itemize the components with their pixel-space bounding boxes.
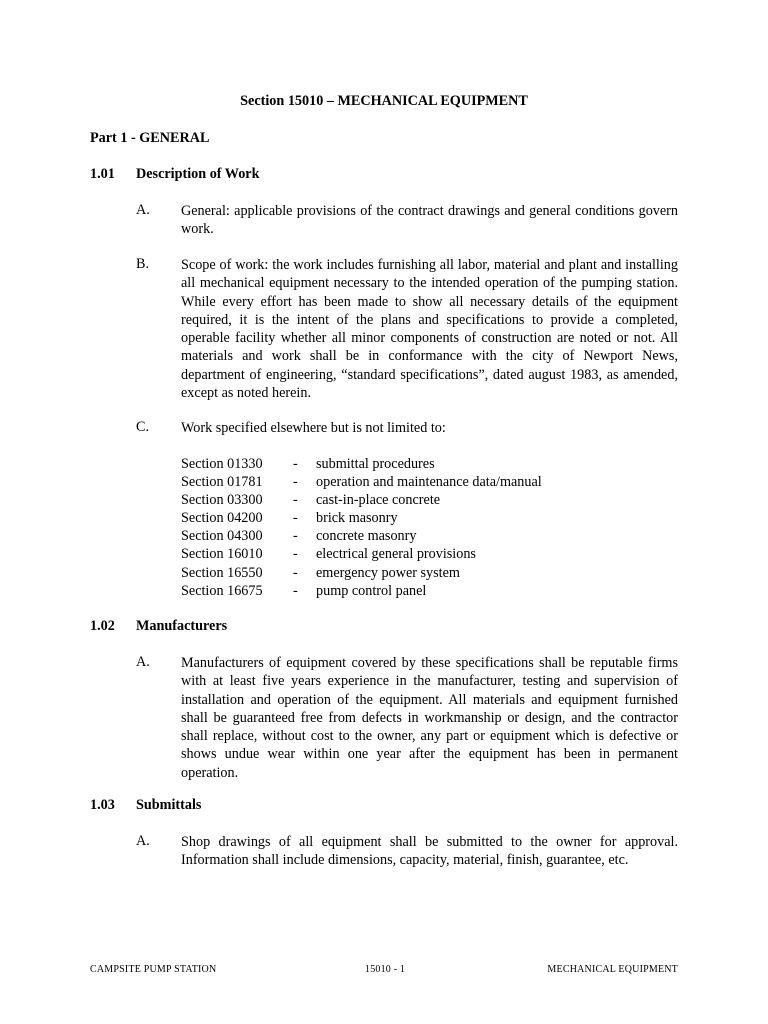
item-letter: A. — [136, 202, 150, 218]
reference-description: cast-in-place concrete — [316, 492, 441, 509]
section-heading: Description of Work — [136, 166, 260, 182]
reference-dash: - — [293, 510, 298, 527]
reference-dash: - — [293, 474, 298, 491]
item-letter: C. — [136, 419, 150, 435]
reference-description: submittal procedures — [316, 456, 435, 472]
reference-section: Section 04300 — [181, 528, 263, 545]
reference-row — [181, 527, 542, 545]
footer-section-title: MECHANICAL EQUIPMENT — [547, 964, 678, 975]
section-number: 1.02 — [90, 618, 115, 634]
section-number: 1.03 — [90, 797, 115, 813]
reference-description: electrical general provisions — [316, 546, 476, 563]
item-letter: A. — [136, 833, 150, 849]
reference-description: emergency power system — [316, 564, 460, 581]
reference-section: Section 16550 — [181, 564, 263, 581]
reference-dash: - — [293, 528, 298, 545]
reference-row — [181, 582, 542, 600]
reference-row — [181, 509, 542, 527]
reference-description: concrete masonry — [316, 528, 417, 545]
item-paragraph: Work specified elsewhere but is not limited to: — [181, 420, 446, 436]
reference-row — [181, 491, 542, 509]
reference-row — [181, 473, 542, 491]
item-paragraph: Scope of work: the work includes furnishing all labor, material and plant and installing all mechanical equipment necessary to the intended operation of the pumping station. While every effort has been made to show all necessary details of the equipment required, it is the intent of the plans and specifications to provide a completed, operable facility whether all minor components of construction are noted or not. All materials and work shall be in conformance with the city of Newport News, department of engineering, “standard specifications”, dated august 1983, as amended, except as noted herein. — [181, 257, 678, 402]
reference-dash: - — [293, 492, 298, 509]
reference-dash: - — [293, 582, 298, 599]
item-paragraph: Manufacturers of equipment covered by these specifications shall be reputable firms with at least five years experience in the manufacturer, testing and supervision of installation and operation of the equipment. All materials and equipment furnished shall be guaranteed free from defects in workmanship or design, and the contractor shall replace, without cost to the owner, any part or equipment which is defective or shows undue wear within one year after the equipment has been in permanent operation. — [181, 655, 678, 781]
reference-row — [181, 455, 542, 473]
item-letter: A. — [136, 654, 150, 670]
document-title: Section 15010 – MECHANICAL EQUIPMENT — [240, 93, 528, 109]
reference-section: Section 04200 — [181, 510, 263, 527]
reference-list — [181, 455, 542, 600]
item-letter: B. — [136, 256, 150, 272]
reference-description: pump control panel — [316, 582, 427, 599]
footer-page-number: 15010 - 1 — [365, 964, 406, 975]
section-heading: Manufacturers — [136, 618, 228, 634]
reference-dash: - — [293, 456, 298, 472]
section-heading: Submittals — [136, 797, 202, 813]
reference-description: brick masonry — [316, 510, 398, 527]
reference-section: Section 16675 — [181, 582, 263, 599]
section-number: 1.01 — [90, 166, 115, 182]
reference-row — [181, 545, 542, 563]
reference-section: Section 01781 — [181, 474, 263, 491]
reference-section: Section 03300 — [181, 492, 263, 509]
reference-section: Section 16010 — [181, 546, 263, 563]
reference-row — [181, 564, 542, 582]
reference-dash: - — [293, 564, 298, 581]
reference-dash: - — [293, 546, 298, 563]
reference-section: Section 01330 — [181, 456, 263, 472]
item-paragraph: Shop drawings of all equipment shall be submitted to the owner for approval. Information shall include dimensions, capacity, material, finish, guarantee, etc. — [181, 834, 678, 869]
footer-project-name: CAMPSITE PUMP STATION — [90, 964, 217, 975]
item-paragraph: General: applicable provisions of the contract drawings and general conditions govern work. — [181, 203, 678, 238]
reference-description: operation and maintenance data/manual — [316, 474, 542, 491]
part-heading: Part 1 - GENERAL — [90, 130, 210, 146]
